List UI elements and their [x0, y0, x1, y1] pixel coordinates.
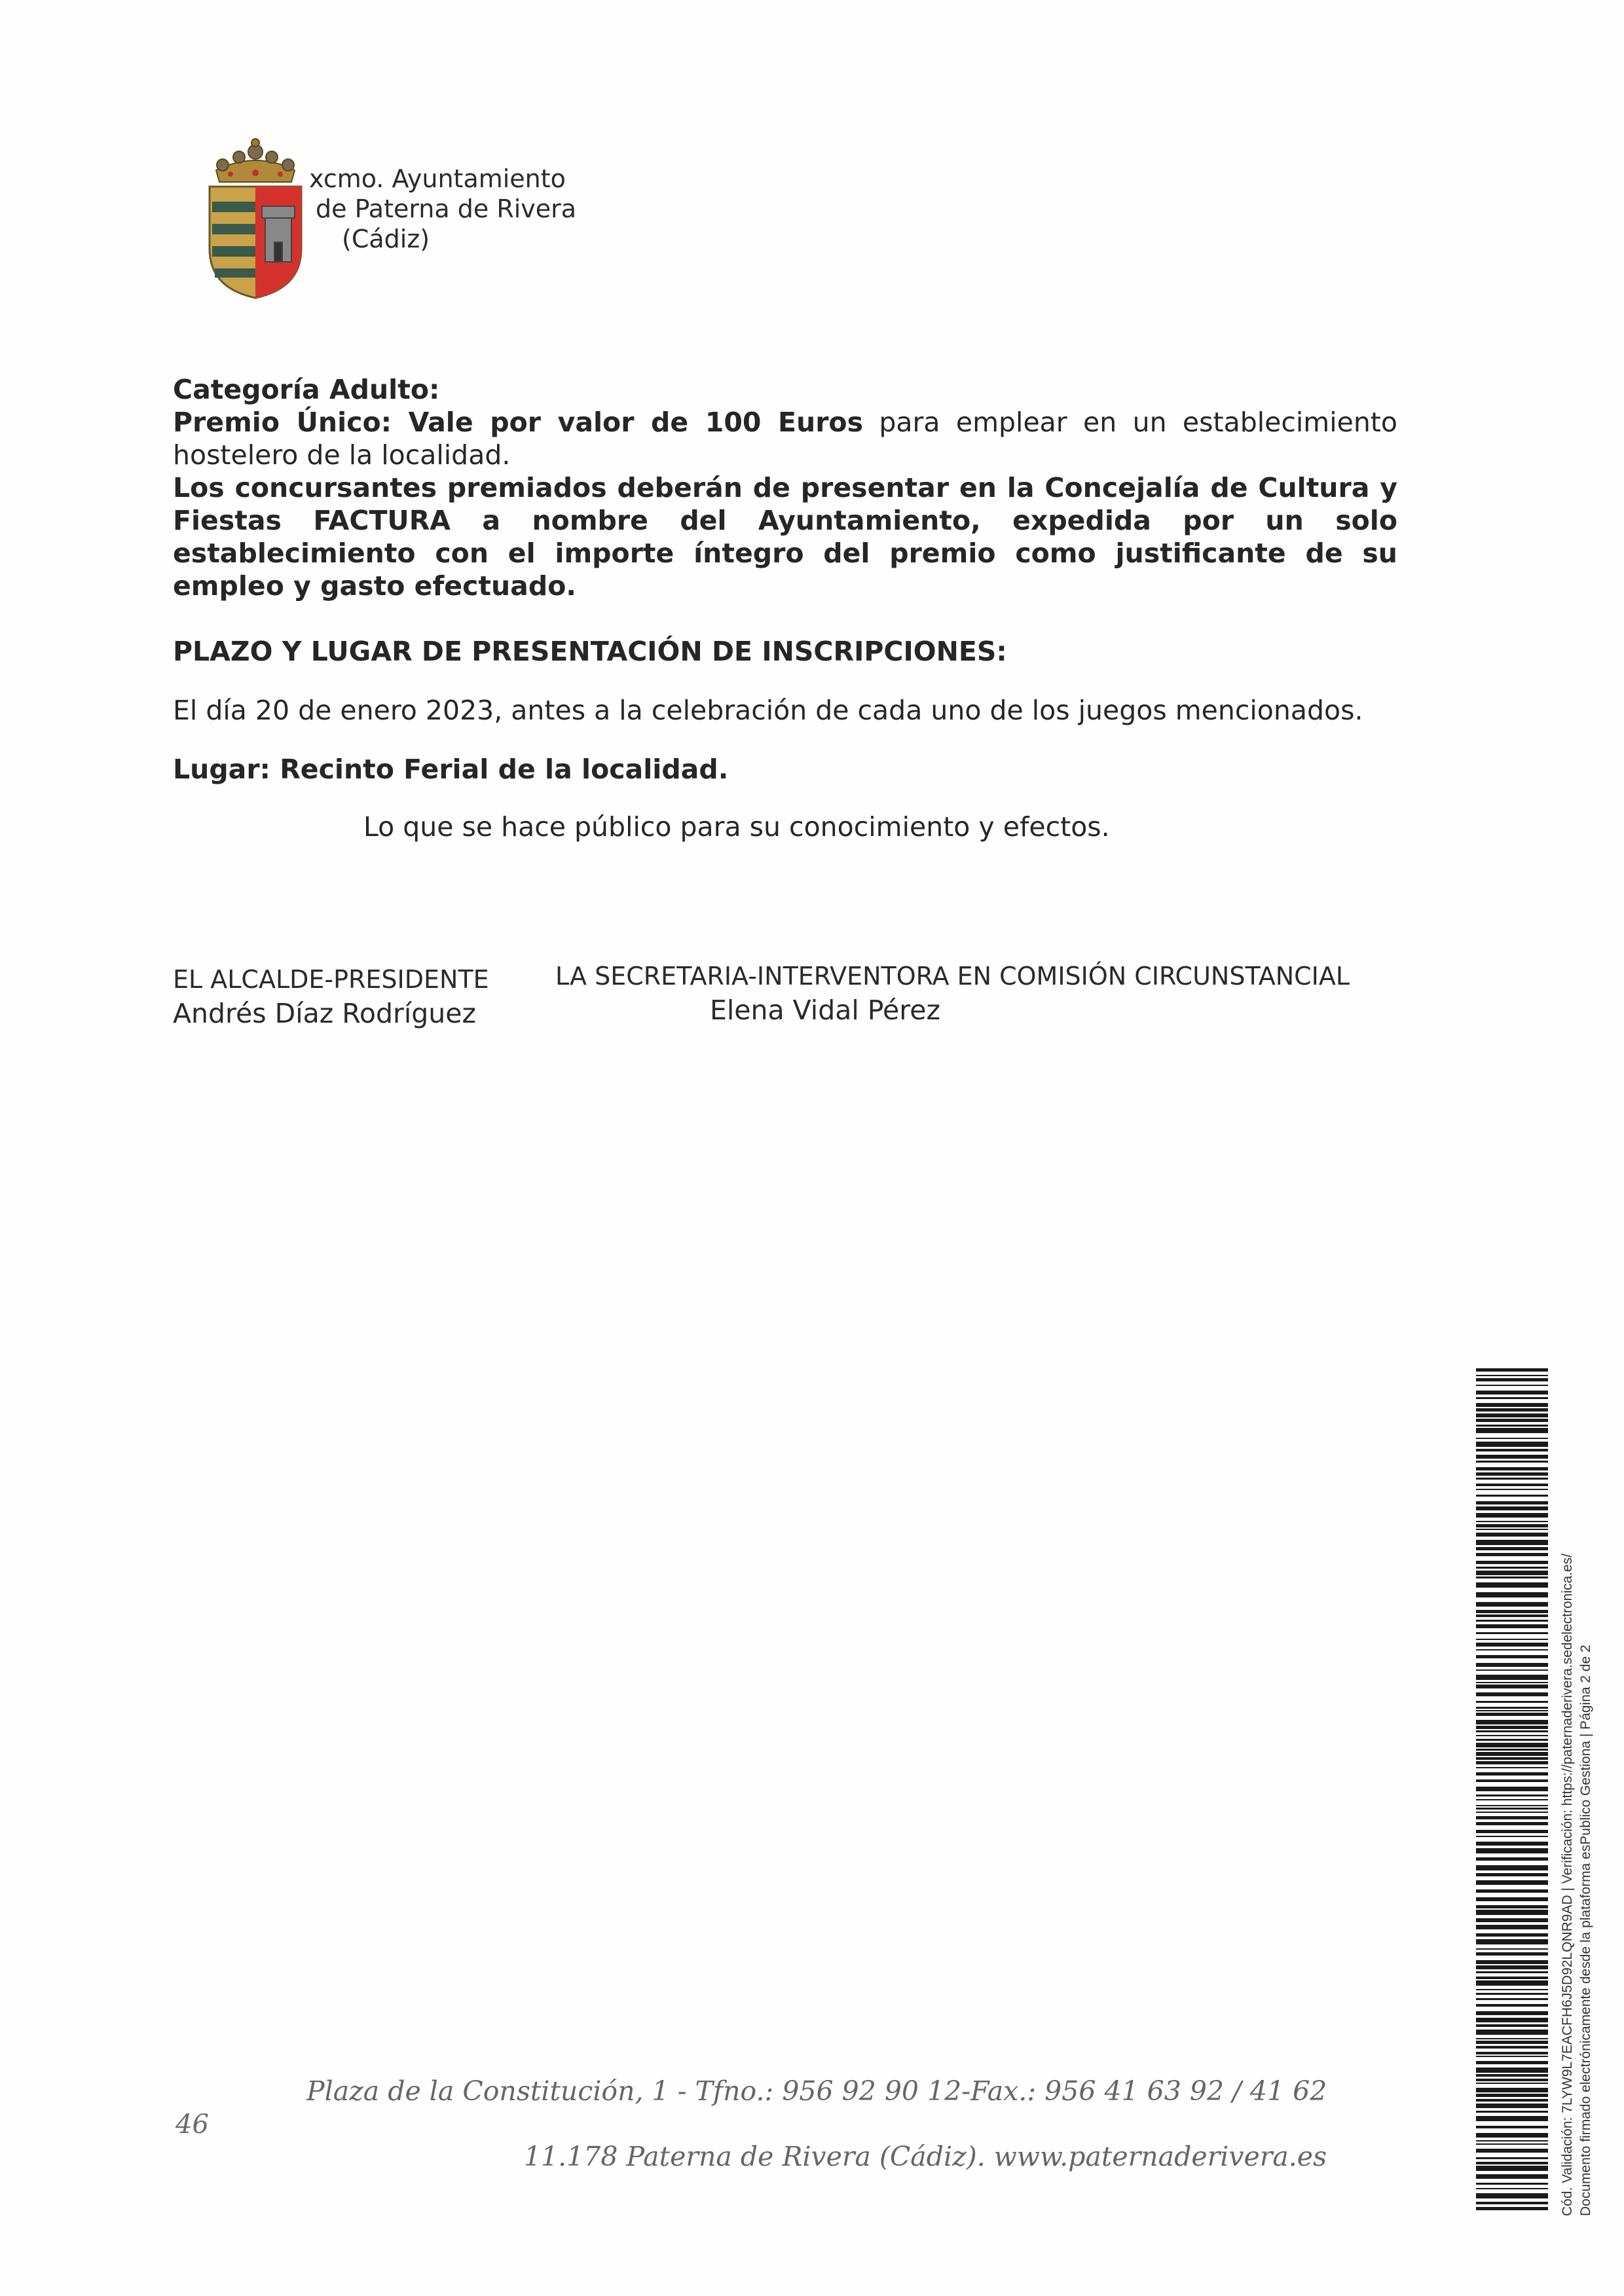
footer-website: 11.178 Paterna de Rivera (Cádiz). www.paternaderivera.es	[524, 2141, 1327, 2172]
header-institution	[303, 164, 576, 254]
mayor-title: EL ALCALDE-PRESIDENTE	[173, 965, 489, 994]
barcode-icon	[1476, 1368, 1548, 2213]
winners-instructions: Los concursantes premiados deberán de presentar en la Concejalía de Cultura y Fiestas FACTURA a nombre del Ayuntamiento, expedida por un solo establecimiento con el importe íntegro del premio como justificante de su empleo y gasto efectuado.	[173, 472, 1397, 602]
prize-description: para emplear en un establecimiento hostelero de la localidad.	[173, 407, 1397, 471]
prize-paragraph	[173, 406, 1397, 471]
secretary-name: Elena Vidal Pérez	[710, 994, 940, 1026]
header-line-3: (Cádiz)	[342, 225, 430, 253]
prize-title: Premio Único: Vale por valor de 100 Euros	[173, 407, 863, 438]
coat-of-arms-icon	[196, 131, 314, 301]
validation-code: Cód. Validación: 7LYW9L7EACFH6J5D92LQNR9AD | Verificación: https://paternaderivera.sedelectronica.es/	[1560, 1553, 1575, 2216]
location-paragraph: Lugar: Recinto Ferial de la localidad.	[173, 754, 729, 785]
signature-mayor	[173, 962, 489, 1030]
validation-text	[1559, 1421, 1595, 2216]
header-line-1: xcmo. Ayuntamiento	[309, 164, 566, 193]
category-heading: Categoría Adulto:	[173, 374, 440, 405]
signature-secretary	[555, 959, 1350, 1027]
deadline-heading: PLAZO Y LUGAR DE PRESENTACIÓN DE INSCRIPCIONES:	[173, 636, 1007, 667]
document-body	[173, 373, 1397, 843]
footer-address: Plaza de la Constitución, 1 - Tfno.: 956 92 90 12-Fax.: 956 41 63 92 / 41 62	[306, 2075, 1327, 2107]
mayor-name: Andrés Díaz Rodríguez	[173, 998, 477, 1029]
validation-signature-note: Documento firmado electrónicamente desde la plataforma esPublico Gestiona | Página 2 de 2	[1578, 1645, 1593, 2216]
date-paragraph: El día 20 de enero 2023, antes a la celebración de cada uno de los juegos mencionados.	[173, 695, 1363, 726]
secretary-title: LA SECRETARIA-INTERVENTORA EN COMISIÓN CIRCUNSTANCIAL	[555, 962, 1350, 991]
header-line-2: de Paterna de Rivera	[316, 194, 577, 223]
validation-sidebar	[1559, 1421, 1617, 2216]
closing-statement: Lo que se hace público para su conocimiento y efectos.	[363, 811, 1110, 843]
page-number: 46	[175, 2109, 209, 2140]
